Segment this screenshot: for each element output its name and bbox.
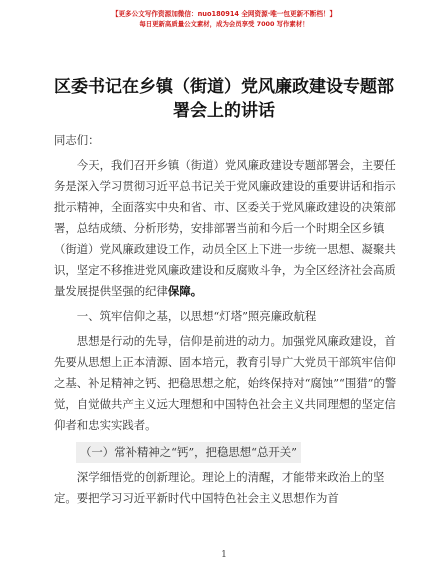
promo-line-2: 每日更新高质量公文素材，成为会员享受 7000 写作素材！ [139,20,309,28]
promo-banner [0,9,448,29]
promo-line-1: 【更多公文写作资源加微信：nuo180914 全网资源·唯一包更新不断档！】 [111,10,337,18]
intro-paragraph [54,155,402,302]
document-body [54,130,402,509]
title-line-1: 区委书记在乡镇（街道）党风廉政建设专题部 [54,77,394,97]
intro-text: 今天，我们召开乡镇（街道）党风廉政建设专题部署会，主要任务是深入学习贯彻习近平总书记关于党风廉政建设的重要讲话和指示批示精神，全面落实中央和省、市、区委关于党风廉政建设的决策部署，总结成绩、分析形势，安排部署当前和今后一个时期全区乡镇（街道）党风廉政建设工作，动员全区上下进一步统一思想、凝聚共识，坚定不移推进党风廉政建设和反腐败斗争，为全区经济社会高质量发展提供坚强的纪律 [54,158,396,298]
section-1-heading: 一、筑牢信仰之基，以思想“灯塔”照亮廉政航程 [76,309,317,323]
section-1-paragraph: 思想是行动的先导，信仰是前进的动力。加强党风廉政建设，首先要从思想上正本清源、固本培元，教育引导广大党员干部筑牢信仰之基、补足精神之钙、把稳思想之舵，始终保持对“腐蚀”“围猎”的警觉，自觉做共产主义远大理想和中国特色社会主义共同理想的坚定信仰者和忠实实践者。 [54,334,397,432]
salutation: 同志们： [54,133,100,147]
document-title [40,75,408,123]
subsection-1-heading: （一）常补精神之“钙”，把稳思想“总开关” [76,442,301,463]
page-number: 1 [221,550,227,560]
title-line-2: 署会上的讲话 [173,101,275,121]
intro-end-text: 保障。 [167,284,203,298]
subsection-1-paragraph: 深学细悟党的创新理论。理论上的清醒，才能带来政治上的坚定。要把学习习近平新时代中国特色社会主义思想作为首 [54,470,385,505]
